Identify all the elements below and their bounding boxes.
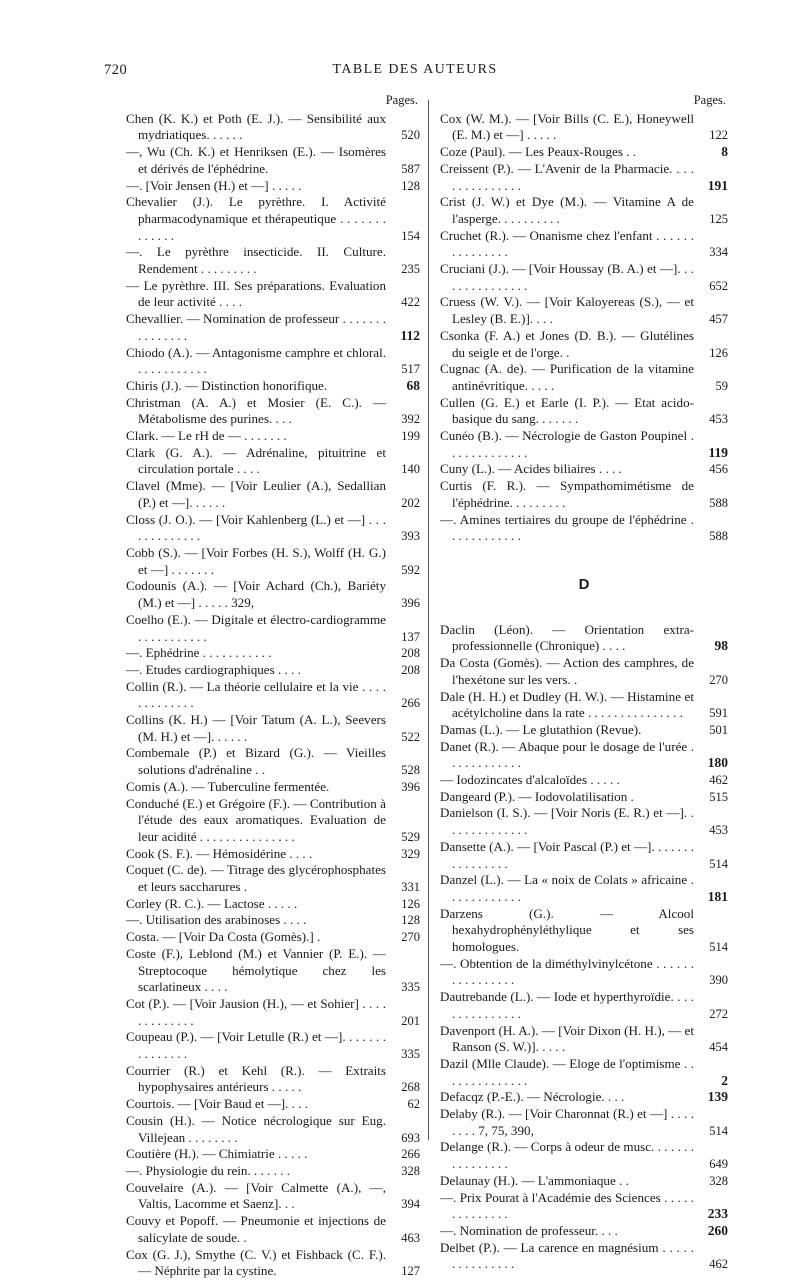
entry-page-number: 270 — [709, 672, 728, 687]
entry-text: Chiodo (A.). — Antagonisme camphre et chloral. . . . . . . . . . . . — [126, 344, 386, 377]
index-entry — [440, 144, 728, 161]
index-entry — [126, 1146, 420, 1163]
index-entry — [126, 512, 420, 545]
entry-text: Cousin (H.). — Notice nécrologique sur Eug. Villejean . . . . . . . . — [126, 1112, 386, 1145]
entry-page-number: 126 — [401, 896, 420, 911]
entry-page-number: 59 — [715, 378, 728, 393]
entry-text: Coelho (E.). — Digitale et électro-cardiogramme . . . . . . . . . . . — [126, 611, 386, 644]
entry-text: Cook (S. F.). — Hémosidérine . . . . — [126, 845, 313, 861]
index-entry — [440, 956, 728, 989]
index-entry — [126, 612, 420, 645]
entry-text: — Le pyrèthre. III. Ses préparations. Evaluation de leur activité . . . . — [126, 277, 386, 310]
index-entry — [440, 294, 728, 327]
entry-text: Collin (R.). — La théorie cellulaire et la vie . . . . . . . . . . . . . — [126, 678, 386, 711]
entry-text: Dautrebande (L.). — Iode et hyperthyroïdie. . . . . . . . . . . . . . . — [440, 989, 694, 1021]
entry-text: Couvelaire (A.). — [Voir Calmette (A.), —, Valtis, Lacomme et Saenz]. . . — [126, 1179, 386, 1212]
index-entry — [440, 361, 728, 394]
index-entry — [126, 779, 420, 796]
entry-text: Conduché (E.) et Grégoire (F.). — Contribution à l'étude des eaux aromatiques. Evaluation de leur acidité . . . . . . . . . . . . . . . — [126, 795, 386, 844]
entry-text: Combemale (P.) et Bizard (G.). — Vieilles solutions d'adrénaline . . — [126, 745, 386, 778]
entry-page-number: 328 — [401, 1164, 420, 1178]
index-entry — [440, 1223, 728, 1240]
entry-text: Curtis (F. R.). — Sympathomimétisme de l'éphédrine. . . . . . . . . — [440, 478, 694, 510]
entry-page-number: 392 — [401, 412, 420, 427]
entry-text: Cruchet (R.). — Onanisme chez l'enfant . . . . . . . . . . . . . . . — [440, 227, 694, 260]
index-entry — [440, 1089, 728, 1106]
entries-c-continued — [440, 111, 728, 545]
index-entry — [440, 906, 728, 956]
entry-page-number: 140 — [401, 462, 420, 477]
entry-page-number: 591 — [709, 706, 728, 721]
index-column-right — [440, 92, 728, 1273]
entry-page-number: 592 — [401, 562, 420, 577]
index-entry — [440, 1240, 728, 1273]
entry-text: Dazil (Mlle Claude). — Eloge de l'optimisme . . . . . . . . . . . . . . — [440, 1055, 694, 1088]
entry-page-number: 501 — [709, 722, 728, 737]
entry-page-number: 328 — [709, 1173, 728, 1188]
index-entry — [126, 144, 420, 177]
index-entry — [126, 378, 420, 395]
entry-page-number: 652 — [709, 278, 728, 293]
index-entry — [126, 428, 420, 445]
entry-text: Damas (L.). — Le glutathion (Revue). — [440, 721, 642, 737]
entry-page-number: 112 — [400, 327, 420, 343]
entry-text: Coze (Paul). — Les Peaux-Rouges . . — [440, 144, 637, 160]
index-entry — [440, 261, 728, 294]
entry-page-number: 528 — [401, 763, 420, 778]
entry-text: Clark. — Le rH de — . . . . . . . — [126, 428, 287, 444]
entry-text: Defacqz (P.-E.). — Nécrologie. . . . — [440, 1089, 625, 1105]
index-entry — [440, 1139, 728, 1172]
entry-text: Dale (H. H.) et Dudley (H. W.). — Histamine et acétylcholine dans la rate . . . . . . . . . . . . . . . — [440, 688, 694, 721]
index-entry — [440, 1023, 728, 1056]
entry-page-number: 268 — [401, 1080, 420, 1095]
entry-page-number: 8 — [721, 144, 728, 160]
entry-text: Danielson (I. S.). — [Voir Noris (E. R.) et —]. . . . . . . . . . . . . . — [440, 805, 694, 838]
entry-text: Creissent (P.). — L'Avenir de la Pharmacie. . . . . . . . . . . . . . . — [440, 160, 694, 193]
index-entry — [126, 1180, 420, 1213]
entry-text: Couvy et Popoff. — Pneumonie et injections de salicylate de soude. . — [126, 1213, 386, 1245]
index-entry — [440, 395, 728, 428]
index-entry — [126, 1096, 420, 1113]
index-entry — [440, 1173, 728, 1190]
entry-page-number: 126 — [709, 345, 728, 360]
entry-text: Crist (J. W.) et Dye (M.). — Vitamine A de l'asperge. . . . . . . . . . — [440, 194, 694, 226]
entry-page-number: 588 — [709, 529, 728, 544]
entry-page-number: 208 — [401, 662, 420, 677]
entry-page-number: 62 — [407, 1097, 420, 1112]
column-divider — [428, 100, 429, 1140]
entry-page-number: 260 — [707, 1223, 728, 1238]
index-entry — [126, 578, 420, 611]
index-entry — [440, 1190, 728, 1223]
index-entry — [440, 194, 728, 227]
entry-text: —. Amines tertiaires du groupe de l'éphédrine . . . . . . . . . . . . — [440, 511, 694, 544]
entry-text: Comis (A.). — Tuberculine fermentée. — [126, 778, 330, 794]
entry-page-number: 649 — [709, 1157, 728, 1172]
entry-page-number: 127 — [401, 1264, 420, 1279]
entry-page-number: 462 — [709, 773, 728, 788]
entry-page-number: 514 — [709, 1123, 728, 1138]
entry-text: Coquet (C. de). — Titrage des glycérophosphates et leurs saccharures . — [126, 862, 386, 895]
entry-page-number: 515 — [709, 789, 728, 804]
entry-page-number: 235 — [401, 262, 420, 277]
index-entry — [440, 805, 728, 838]
entry-text: —. Physiologie du rein. . . . . . . — [126, 1163, 291, 1178]
entry-text: Dansette (A.). — [Voir Pascal (P.) et —]. . . . . . . . . . . . . . . . — [440, 838, 694, 871]
entry-text: Chiris (J.). — Distinction honorifique. — [126, 377, 328, 393]
index-entry — [126, 395, 420, 428]
entry-page-number: 128 — [401, 913, 420, 928]
entry-page-number: 422 — [401, 295, 420, 310]
index-entry — [440, 772, 728, 789]
entry-text: Clark (G. A.). — Adrénaline, pituitrine et circulation portale . . . . — [126, 444, 386, 477]
entry-page-number: 98 — [714, 638, 728, 654]
entry-text: Codounis (A.). — [Voir Achard (Ch.), Bariéty (M.) et —] . . . . . 329, — [126, 578, 386, 611]
index-entry — [440, 1106, 728, 1139]
entry-page-number: 693 — [401, 1130, 420, 1145]
entry-page-number: 456 — [709, 462, 728, 477]
entry-page-number: 522 — [401, 729, 420, 744]
entry-page-number: 335 — [401, 980, 420, 995]
entry-text: Cunéo (B.). — Nécrologie de Gaston Poupinel . . . . . . . . . . . . . — [440, 428, 694, 460]
entry-page-number: 334 — [709, 245, 728, 260]
entry-text: Cobb (S.). — [Voir Forbes (H. S.), Wolff (H. G.) et —] . . . . . . . — [126, 544, 386, 577]
index-entry — [126, 862, 420, 895]
entry-page-number: 137 — [401, 629, 420, 644]
index-entry — [440, 228, 728, 261]
index-entry — [126, 1247, 420, 1280]
index-entry — [440, 689, 728, 722]
entry-page-number: 396 — [401, 779, 420, 794]
entry-page-number: 119 — [708, 444, 728, 460]
entry-page-number: 457 — [709, 312, 728, 327]
index-entry — [126, 178, 420, 195]
entry-text: Danzel (L.). — La « noix de Colats » africaine . . . . . . . . . . . . — [440, 872, 694, 904]
entry-text: Chen (K. K.) et Poth (E. J.). — Sensibilité aux mydriatiques. . . . . . — [126, 110, 386, 143]
entry-text: Da Costa (Gomès). — Action des camphres, de l'hexétone sur les vers. . — [440, 655, 694, 687]
entry-text: Csonka (F. A.) et Jones (D. B.). — Glutélines du seigle et de l'orge. . — [440, 327, 694, 360]
entry-text: Coutière (H.). — Chimiatrie . . . . . — [126, 1146, 308, 1162]
entry-page-number: 202 — [401, 495, 420, 510]
entry-text: Delaby (R.). — [Voir Charonnat (R.) et —] . . . . . . . . 7, 75, 390, — [440, 1106, 694, 1138]
index-entry — [440, 789, 728, 806]
entry-page-number: 191 — [707, 177, 728, 193]
entry-page-number: 272 — [709, 1006, 728, 1021]
entry-page-number: 68 — [406, 377, 420, 393]
entry-page-number: 588 — [709, 495, 728, 510]
entry-text: —, Wu (Ch. K.) et Henriksen (E.). — Isomères et dérivés de l'éphédrine. — [126, 144, 386, 176]
entry-page-number: 270 — [401, 930, 420, 945]
entry-text: —. Le pyrèthre insecticide. II. Culture. Rendement . . . . . . . . . — [126, 244, 386, 277]
entry-text: Cugnac (A. de). — Purification de la vitamine antinévritique. . . . . — [440, 361, 694, 393]
entry-page-number: 199 — [401, 429, 420, 444]
index-entry — [440, 328, 728, 361]
entry-text: Cox (W. M.). — [Voir Bills (C. E.), Honeywell (E. M.) et —] . . . . . — [440, 110, 694, 143]
entry-page-number: 514 — [709, 940, 728, 955]
entry-text: —. [Voir Jensen (H.) et —] . . . . . — [126, 177, 302, 193]
index-entry — [126, 662, 420, 679]
entry-text: Daclin (Léon). — Orientation extra-professionnelle (Chronique) . . . . — [440, 621, 694, 654]
entry-page-number: 462 — [709, 1257, 728, 1272]
entry-text: Clavel (Mme). — [Voir Leulier (A.), Sedallian (P.) et —]. . . . . . — [126, 478, 386, 510]
entry-text: Darzens (G.). — Alcool hexahydrophényléthylique et ses homologues. — [440, 905, 694, 955]
index-entry — [440, 1056, 728, 1089]
entry-text: Cuny (L.). — Acides biliaires . . . . — [440, 461, 622, 477]
index-entry — [440, 478, 728, 511]
index-entry — [126, 1029, 420, 1062]
index-entry — [440, 428, 728, 461]
entry-text: —. Utilisation des arabinoses . . . . — [126, 912, 307, 928]
entry-text: Delange (R.). — Corps à odeur de musc. . . . . . . . . . . . . . . . — [440, 1139, 694, 1172]
page-number: 720 — [104, 62, 128, 78]
index-entry — [440, 655, 728, 688]
entry-text: Cruess (W. V.). — [Voir Kaloyereas (S.), — et Lesley (B. E.)]. . . . — [440, 294, 694, 327]
pages-label: Pages. — [693, 93, 726, 107]
index-entry — [440, 739, 728, 772]
index-entry — [126, 645, 420, 662]
index-entry — [126, 846, 420, 863]
entry-page-number: 331 — [401, 880, 420, 895]
entry-page-number: 329 — [401, 846, 420, 861]
entry-text: Cot (P.). — [Voir Jausion (H.), — et Sohier] . . . . . . . . . . . . . — [126, 995, 386, 1028]
running-title: TABLE DES AUTEURS — [332, 62, 498, 77]
entry-text: Courrier (R.) et Kehl (R.). — Extraits hypophysaires antérieurs . . . . . — [126, 1062, 386, 1095]
entry-text: Corley (R. C.). — Lactose . . . . . — [126, 895, 298, 911]
index-entry — [126, 545, 420, 578]
entry-page-number: 266 — [401, 696, 420, 711]
entry-page-number: 454 — [709, 1040, 728, 1055]
entry-page-number: 125 — [709, 211, 728, 226]
entry-page-number: 128 — [401, 178, 420, 193]
entry-text: Cullen (G. E.) et Earle (I. P.). — Etat acido-basique du sang. . . . . . . — [440, 394, 694, 427]
entry-text: Collins (K. H.) — [Voir Tatum (A. L.), Seevers (M. H.) et —]. . . . . . — [126, 712, 386, 744]
entry-text: Davenport (H. A.). — [Voir Dixon (H. H.), — et Ranson (S. W.)]. . . . . — [440, 1022, 694, 1055]
pages-label: Pages. — [385, 93, 418, 107]
entry-page-number: 266 — [401, 1147, 420, 1162]
entry-page-number: 453 — [709, 412, 728, 427]
entry-text: Courtois. — [Voir Baud et —]. . . . — [126, 1096, 308, 1112]
entry-text: Delaunay (H.). — L'ammoniaque . . — [440, 1172, 629, 1188]
entry-text: Danet (R.). — Abaque pour le dosage de l'urée . . . . . . . . . . . . — [440, 738, 694, 771]
entry-text: Coupeau (P.). — [Voir Letulle (R.) et —]. . . . . . . . . . . . . . . — [126, 1029, 386, 1062]
entry-text: Chevalier (J.). Le pyrèthre. I. Activité pharmacodynamique et thérapeutique . . . . . . . . . . . . . — [126, 194, 386, 243]
entry-text: Cruciani (J.). — [Voir Houssay (B. A.) et —]. . . . . . . . . . . . . . . — [440, 261, 694, 293]
index-entry — [126, 478, 420, 511]
index-entry — [440, 512, 728, 545]
index-entry — [440, 111, 728, 144]
entry-page-number: 201 — [401, 1013, 420, 1028]
entry-page-number: 394 — [401, 1197, 420, 1212]
entry-page-number: 463 — [401, 1230, 420, 1245]
index-entry — [440, 161, 728, 194]
index-entry — [440, 722, 728, 739]
entry-page-number: 529 — [401, 829, 420, 844]
entry-page-number: 393 — [401, 529, 420, 544]
entry-page-number: 208 — [401, 646, 420, 661]
entry-text: —. Ephédrine . . . . . . . . . . . — [126, 645, 272, 661]
index-entry — [440, 872, 728, 905]
entry-page-number: 2 — [721, 1072, 728, 1088]
entry-page-number: 520 — [401, 128, 420, 143]
index-entry — [126, 445, 420, 478]
index-entry — [440, 461, 728, 478]
entry-page-number: 517 — [401, 362, 420, 377]
index-entry — [126, 278, 420, 311]
index-entry — [126, 896, 420, 913]
page-header — [104, 62, 726, 82]
entry-text: —. Nomination de professeur. . . . — [440, 1223, 618, 1238]
entry-page-number: 139 — [707, 1089, 728, 1105]
section-letter: D — [578, 575, 590, 593]
index-entry — [126, 1163, 420, 1180]
entry-page-number: 514 — [709, 856, 728, 871]
index-entry — [126, 712, 420, 745]
entry-text: Dangeard (P.). — Iodovolatilisation . — [440, 788, 634, 804]
entry-page-number: 335 — [401, 1047, 420, 1062]
index-entry — [126, 1113, 420, 1146]
index-entry — [126, 745, 420, 778]
entry-text: Costa. — [Voir Da Costa (Gomès).] . — [126, 929, 321, 945]
entry-text: Closs (J. O.). — [Voir Kahlenberg (L.) et —] . . . . . . . . . . . . . — [126, 511, 386, 544]
index-entry — [126, 996, 420, 1029]
index-entry — [126, 111, 420, 144]
index-entry — [126, 311, 420, 344]
index-entry — [126, 929, 420, 946]
index-entry — [126, 345, 420, 378]
index-entry — [126, 946, 420, 996]
entry-page-number: 587 — [401, 161, 420, 176]
index-entry — [440, 622, 728, 655]
entry-page-number: 154 — [401, 228, 420, 243]
entries-d — [440, 622, 728, 1273]
entry-page-number: 453 — [709, 823, 728, 838]
index-entry — [440, 839, 728, 872]
entry-page-number: 180 — [707, 755, 728, 771]
entry-text: — Iodozincates d'alcaloïdes . . . . . — [440, 772, 620, 788]
index-entry — [126, 912, 420, 929]
index-entry — [126, 796, 420, 846]
index-column-left — [126, 92, 420, 1280]
index-entry — [440, 989, 728, 1022]
entry-text: Cox (G. J.), Smythe (C. V.) et Fishback (C. F.). — Néphrite par la cystine. — [126, 1246, 386, 1279]
index-entry — [126, 194, 420, 244]
entry-page-number: 233 — [707, 1206, 728, 1222]
index-entry — [126, 1063, 420, 1096]
entry-text: Christman (A. A.) et Mosier (E. C.). — Métabolisme des purines. . . . — [126, 394, 386, 427]
entry-page-number: 122 — [709, 128, 728, 143]
entry-page-number: 396 — [401, 596, 420, 611]
index-entry — [126, 1213, 420, 1246]
entry-text: —. Obtention de la diméthylvinylcétone . . . . . . . . . . . . . . . . — [440, 955, 694, 988]
entry-text: Coste (F.), Leblond (M.) et Vannier (P. E.). — Streptocoque hémolytique chez les scarlatineux . . . . — [126, 945, 386, 995]
entry-page-number: 390 — [709, 973, 728, 988]
index-entry — [126, 244, 420, 277]
entry-text: —. Prix Pourat à l'Académie des Sciences . . . . . . . . . . . . . . — [440, 1189, 694, 1222]
entry-text: —. Etudes cardiographiques . . . . — [126, 661, 301, 677]
entry-page-number: 181 — [707, 888, 728, 904]
entry-text: Chevallier. — Nomination de professeur . . . . . . . . . . . . . . . — [126, 311, 386, 343]
entry-text: Delbet (P.). — La carence en magnésium . . . . . . . . . . . . . . . — [440, 1239, 694, 1272]
index-entry — [126, 679, 420, 712]
